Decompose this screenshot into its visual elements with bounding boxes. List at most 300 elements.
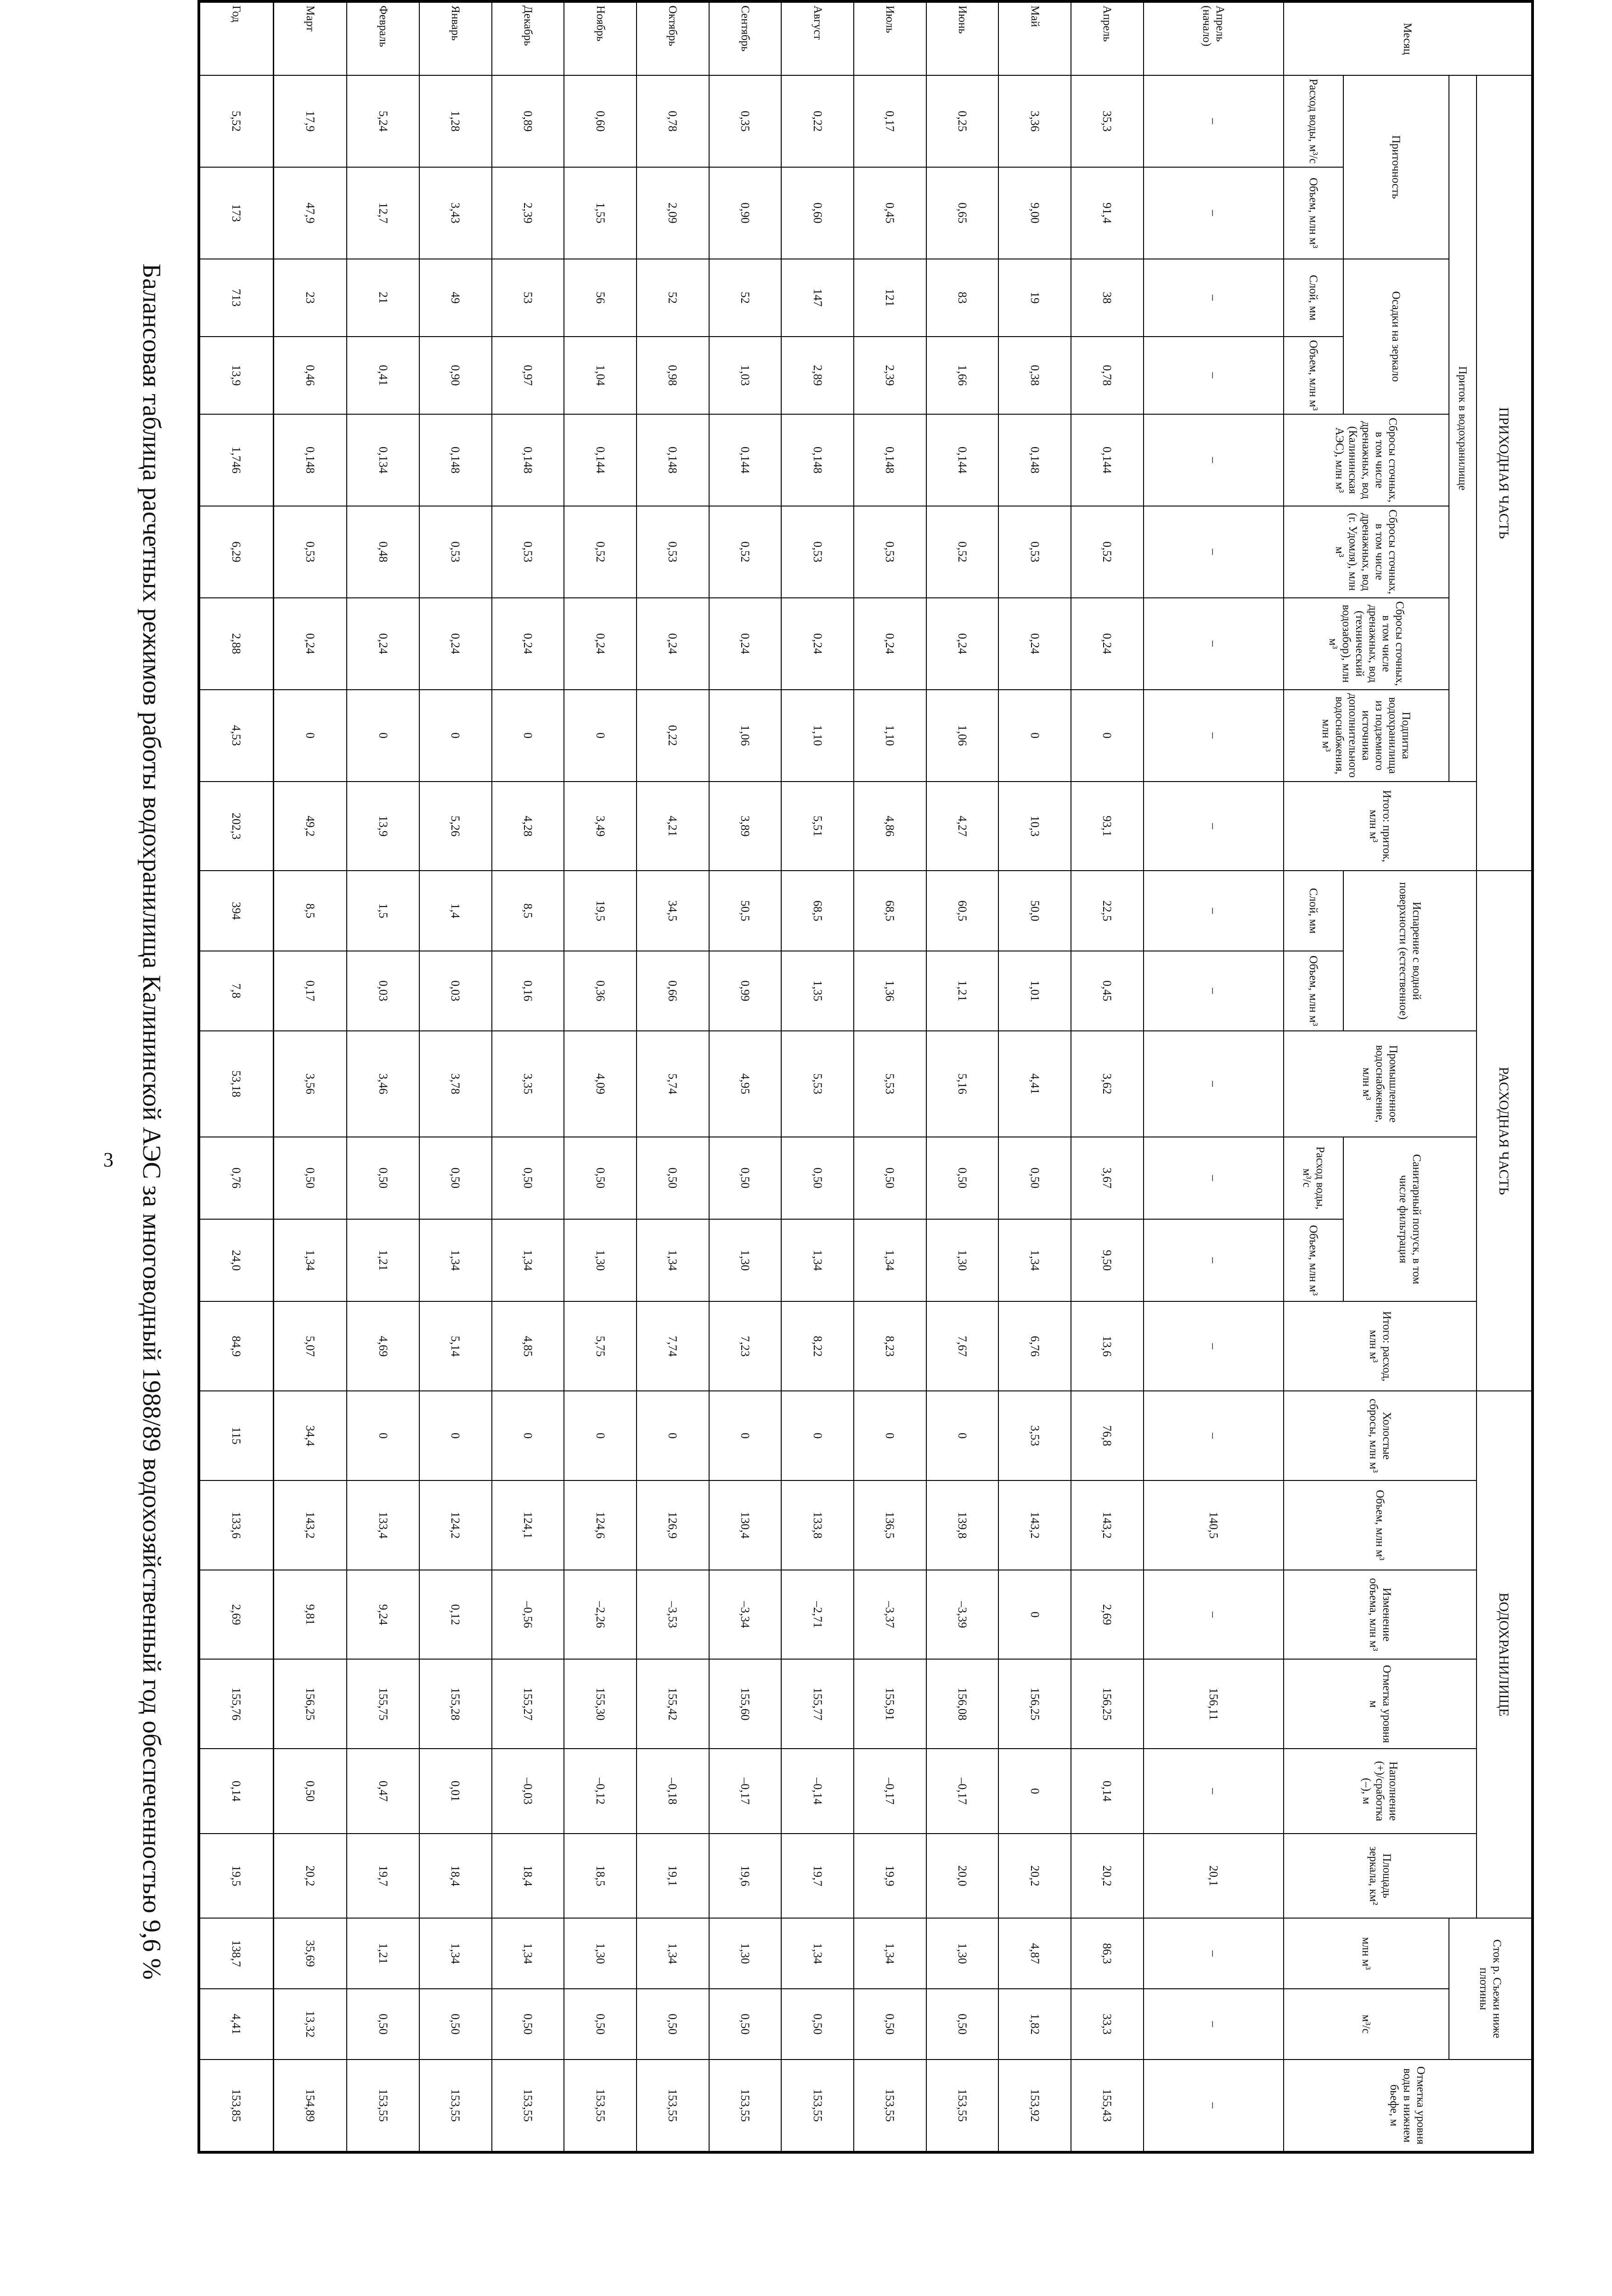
evaporation-layer-header: Слой, мм [1284,871,1343,951]
value-cell: 18,4 [419,1834,492,1919]
value-cell: –3,34 [709,1570,782,1660]
value-cell: 0,60 [781,167,854,259]
value-cell: 0,78 [637,75,709,167]
value-cell: 115 [200,1391,273,1480]
value-cell: 0,50 [347,1989,419,2060]
value-cell: –0,12 [564,1749,637,1834]
value-cell: 0,24 [492,598,564,690]
groundwater-recharge-header: Подпитка водохранилища из подземного источника дополнительного водоснабжения, млн м³ [1284,690,1449,782]
value-cell: 0,24 [347,598,419,690]
value-cell: 4,85 [492,1301,564,1391]
volume-change-header: Изменение объема, млн м³ [1284,1570,1477,1660]
value-cell: 19,5 [564,871,637,951]
idle-spill-header: Холостые сбросы, млн м³ [1284,1391,1477,1480]
value-cell: 19,5 [200,1834,273,1919]
value-cell: 155,28 [419,1659,492,1749]
value-cell: – [1144,75,1284,167]
reservoir-group-header: ВОДОХРАНИЛИЩЕ [1477,1391,1532,1918]
value-cell: 0 [347,690,419,782]
value-cell: 0,148 [854,414,926,506]
value-cell: 1,55 [564,167,637,259]
value-cell: 1,01 [998,951,1071,1031]
value-cell: 52 [637,259,709,337]
value-cell: 0,134 [347,414,419,506]
table-row [926,2,999,2151]
value-cell: 47,9 [273,167,347,259]
value-cell: 3,43 [419,167,492,259]
value-cell: 1,21 [347,1918,419,1989]
value-cell: 156,08 [926,1659,999,1749]
value-cell: 1,04 [564,337,637,414]
table-row [781,2,854,2151]
value-cell: 155,42 [637,1659,709,1749]
value-cell: 4,41 [998,1031,1071,1137]
value-cell: 0,17 [273,951,347,1031]
value-cell: 20,2 [998,1834,1071,1919]
month-cell: Февраль [347,2,419,75]
value-cell: –0,17 [926,1749,999,1834]
value-cell: 0,24 [1071,598,1144,690]
value-cell: 0,01 [419,1749,492,1834]
value-cell: 0,148 [781,414,854,506]
value-cell: 153,85 [200,2060,273,2151]
value-cell: 155,77 [781,1659,854,1749]
value-cell: 0,50 [781,1137,854,1219]
value-cell: 1,34 [854,1918,926,1989]
value-cell: 3,46 [347,1031,419,1137]
value-cell: –0,14 [781,1749,854,1834]
wastewater-npp-header: Сбросы сточных, в том числе дренажных, вод (Калининская АЭС), млн м³ [1284,414,1449,506]
value-cell: 0 [419,690,492,782]
value-cell: –2,26 [564,1570,637,1660]
value-cell: 0,50 [926,1989,999,2060]
table-body [200,2,1284,2151]
value-cell: 1,746 [200,414,273,506]
value-cell: 0,52 [926,506,999,598]
table-row [637,2,709,2151]
value-cell: –0,17 [854,1749,926,1834]
month-header: Месяц [1284,2,1532,75]
month-cell: Июль [854,2,926,75]
value-cell: 93,1 [1071,782,1144,871]
value-cell: 20,0 [926,1834,999,1919]
table-row [492,2,564,2151]
value-cell: 0,60 [564,75,637,167]
value-cell: 1,06 [926,690,999,782]
value-cell: 83 [926,259,999,337]
value-cell: 8,5 [492,871,564,951]
value-cell: 0,03 [347,951,419,1031]
value-cell: 9,50 [1071,1219,1144,1301]
value-cell: 153,55 [781,2060,854,2151]
value-cell: 50,5 [709,871,782,951]
value-cell: 5,24 [347,75,419,167]
value-cell: – [1144,1570,1284,1660]
value-cell: 0,99 [709,951,782,1031]
value-cell: 4,21 [637,782,709,871]
value-cell: 140,5 [1144,1480,1284,1570]
value-cell: 0,50 [709,1989,782,2060]
value-cell: 0,12 [419,1570,492,1660]
value-cell: 9,24 [347,1570,419,1660]
value-cell: 91,4 [1071,167,1144,259]
value-cell: 1,28 [419,75,492,167]
value-cell: 133,8 [781,1480,854,1570]
value-cell: 143,2 [1071,1480,1144,1570]
value-cell: 153,55 [564,2060,637,2151]
value-cell: – [1144,1219,1284,1301]
reservoir-volume-header: Объем, млн м³ [1284,1480,1477,1570]
value-cell: – [1144,1918,1284,1989]
value-cell: 0,45 [1071,951,1144,1031]
value-cell: 155,91 [854,1659,926,1749]
value-cell: 19,1 [637,1834,709,1919]
tributary-volume-header: Объем, млн м³ [1284,167,1343,259]
value-cell: 17,9 [273,75,347,167]
value-cell: 49 [419,259,492,337]
sanitary-release-group-header: Санитарный попуск, в том числе фильтрация [1343,1137,1477,1302]
value-cell: 0 [637,1391,709,1480]
value-cell: 86,3 [1071,1918,1144,1989]
value-cell: 139,8 [926,1480,999,1570]
value-cell: – [1144,598,1284,690]
month-cell: Апрель [1071,2,1144,75]
value-cell: 0,50 [347,1137,419,1219]
value-cell: 0,50 [926,1137,999,1219]
value-cell: 0 [347,1391,419,1480]
value-cell: 0,24 [273,598,347,690]
value-cell: 5,07 [273,1301,347,1391]
table-row [709,2,782,2151]
value-cell: 1,34 [492,1219,564,1301]
value-cell: 84,9 [200,1301,273,1391]
value-cell: 0,90 [419,337,492,414]
value-cell: 0 [998,690,1071,782]
value-cell: 18,5 [564,1834,637,1919]
value-cell: 156,25 [1071,1659,1144,1749]
value-cell: 1,34 [273,1219,347,1301]
value-cell: – [1144,690,1284,782]
balance-table [197,0,1534,2154]
value-cell: 153,55 [637,2060,709,2151]
value-cell: 5,16 [926,1031,999,1137]
value-cell: 1,21 [347,1219,419,1301]
value-cell: 3,36 [998,75,1071,167]
value-cell: 121 [854,259,926,337]
value-cell: 1,30 [709,1918,782,1989]
value-cell: 156,25 [273,1659,347,1749]
value-cell: 4,09 [564,1031,637,1137]
value-cell: 4,27 [926,782,999,871]
value-cell: – [1144,1031,1284,1137]
value-cell: 0,50 [781,1989,854,2060]
value-cell: 133,4 [347,1480,419,1570]
value-cell: 1,30 [926,1219,999,1301]
value-cell: 0 [998,1570,1071,1660]
value-cell: 124,1 [492,1480,564,1570]
value-cell: – [1144,951,1284,1031]
value-cell: 0,50 [637,1989,709,2060]
value-cell: 0,66 [637,951,709,1031]
value-cell: 0,78 [1071,337,1144,414]
value-cell: 19,7 [347,1834,419,1919]
table-header [1284,2,1532,2151]
income-group-header: ПРИХОДНАЯ ЧАСТЬ [1477,75,1532,871]
value-cell: 0 [492,1391,564,1480]
value-cell: 2,39 [492,167,564,259]
value-cell: 2,69 [200,1570,273,1660]
value-cell: –2,71 [781,1570,854,1660]
value-cell: 0,97 [492,337,564,414]
value-cell: 38 [1071,259,1144,337]
value-cell: 20,2 [1071,1834,1144,1919]
value-cell: 20,1 [1144,1834,1284,1919]
value-cell: 124,6 [564,1480,637,1570]
value-cell: –3,37 [854,1570,926,1660]
value-cell: 12,7 [347,167,419,259]
value-cell: 394 [200,871,273,951]
value-cell: 0,50 [564,1989,637,2060]
value-cell: 56 [564,259,637,337]
value-cell: 21 [347,259,419,337]
value-cell: 19,9 [854,1834,926,1919]
value-cell: 0,144 [1071,414,1144,506]
inflow-group-header: Приток в водохранилище [1449,75,1477,782]
value-cell: 19,6 [709,1834,782,1919]
value-cell: 8,23 [854,1301,926,1391]
month-cell: Август [781,2,854,75]
tailwater-level-header: Отметка уровня воды в нижнем бьефе, м [1284,2060,1532,2151]
value-cell: 76,8 [1071,1391,1144,1480]
value-cell: 0,50 [273,1137,347,1219]
value-cell: 153,55 [419,2060,492,2151]
value-cell: 0,144 [564,414,637,506]
value-cell: 0 [781,1391,854,1480]
value-cell: 4,28 [492,782,564,871]
value-cell: 153,55 [926,2060,999,2151]
surface-area-header: Площадь зеркала, км² [1284,1834,1477,1919]
value-cell: 5,26 [419,782,492,871]
value-cell: 13,9 [200,337,273,414]
value-cell: 0,50 [419,1989,492,2060]
value-cell: 1,34 [419,1219,492,1301]
table-row [854,2,926,2151]
value-cell: 33,3 [1071,1989,1144,2060]
value-cell: 153,55 [492,2060,564,2151]
value-cell: 0 [564,1391,637,1480]
table-row [998,2,1071,2151]
value-cell: 0,53 [637,506,709,598]
value-cell: 4,41 [200,1989,273,2060]
value-cell: 1,30 [709,1219,782,1301]
table-row [1071,2,1144,2151]
month-cell: Декабрь [492,2,564,75]
value-cell: 13,6 [1071,1301,1144,1391]
value-cell: 0,24 [709,598,782,690]
value-cell: 0,38 [998,337,1071,414]
value-cell: 2,09 [637,167,709,259]
value-cell: 1,06 [709,690,782,782]
value-cell: 9,00 [998,167,1071,259]
value-cell: – [1144,1391,1284,1480]
value-cell: 713 [200,259,273,337]
value-cell: 2,69 [1071,1570,1144,1660]
value-cell: 0,45 [854,167,926,259]
value-cell: 1,34 [419,1918,492,1989]
value-cell: 3,53 [998,1391,1071,1480]
value-cell: –3,53 [637,1570,709,1660]
value-cell: – [1144,782,1284,871]
value-cell: 0,17 [854,75,926,167]
value-cell: 4,69 [347,1301,419,1391]
value-cell: 0 [492,690,564,782]
value-cell: 3,89 [709,782,782,871]
value-cell: 155,27 [492,1659,564,1749]
value-cell: 4,95 [709,1031,782,1137]
table-row [347,2,419,2151]
value-cell: 126,9 [637,1480,709,1570]
table-row [1144,2,1284,2151]
value-cell: 1,34 [637,1918,709,1989]
value-cell: 0,90 [709,167,782,259]
precipitation-volume-header: Объем, млн м³ [1284,337,1343,414]
month-cell: Ноябрь [564,2,637,75]
value-cell: –0,56 [492,1570,564,1660]
page-number: 3 [103,1148,113,1171]
value-cell: 23 [273,259,347,337]
value-cell: 7,67 [926,1301,999,1391]
fill-drawdown-header: Наполнение (+)/сработка (–), м [1284,1749,1477,1834]
value-cell: – [1144,1137,1284,1219]
runoff-group-header: Сток р. Съежи ниже плотины [1449,1918,1532,2060]
value-cell: 0 [854,1391,926,1480]
value-cell: 153,55 [347,2060,419,2151]
value-cell: 0,50 [419,1137,492,1219]
value-cell: 8,5 [273,871,347,951]
value-cell: 0,50 [637,1137,709,1219]
value-cell: 0,52 [1071,506,1144,598]
value-cell: 0,148 [273,414,347,506]
value-cell: 1,34 [781,1918,854,1989]
value-cell: 0,98 [637,337,709,414]
wastewater-technical-intake-header: Сбросы сточных, в том числе дренажных, вод (технический водозабор), млн м³ [1284,598,1449,690]
value-cell: 1,10 [781,690,854,782]
value-cell: – [1144,259,1284,337]
value-cell: 0,50 [564,1137,637,1219]
value-cell: 0,24 [637,598,709,690]
precipitation-layer-header: Слой, мм [1284,259,1343,337]
value-cell: 18,4 [492,1834,564,1919]
value-cell: 153,92 [998,2060,1071,2151]
value-cell: 136,5 [854,1480,926,1570]
value-cell: – [1144,414,1284,506]
value-cell: 1,03 [709,337,782,414]
value-cell: 0,50 [492,1137,564,1219]
value-cell: – [1144,1989,1284,2060]
value-cell: –3,39 [926,1570,999,1660]
value-cell: 155,75 [347,1659,419,1749]
value-cell: 0,50 [709,1137,782,1219]
value-cell: 68,5 [854,871,926,951]
value-cell: 133,6 [200,1480,273,1570]
expense-total-header: Итого: расход, млн м³ [1284,1301,1477,1391]
expense-group-header: РАСХОДНАЯ ЧАСТЬ [1477,871,1532,1391]
value-cell: 0,24 [998,598,1071,690]
value-cell: 0,144 [709,414,782,506]
value-cell: 19,7 [781,1834,854,1919]
industrial-supply-header: Промышленное водоснабжение, млн м³ [1284,1031,1477,1137]
value-cell: 0,148 [419,414,492,506]
value-cell: 5,75 [564,1301,637,1391]
value-cell: 1,36 [854,951,926,1031]
value-cell: 0,50 [273,1749,347,1834]
value-cell: –0,18 [637,1749,709,1834]
water-level-header: Отметка уровня м [1284,1659,1477,1749]
value-cell: 2,88 [200,598,273,690]
value-cell: 1,4 [419,871,492,951]
value-cell: 0,24 [854,598,926,690]
value-cell: 0,144 [926,414,999,506]
table-row [273,2,347,2151]
value-cell: 2,39 [854,337,926,414]
value-cell: 143,2 [273,1480,347,1570]
value-cell: 1,34 [781,1219,854,1301]
value-cell: – [1144,506,1284,598]
value-cell: 155,76 [200,1659,273,1749]
value-cell: 0,50 [492,1989,564,2060]
value-cell: 0,53 [998,506,1071,598]
value-cell: 0,22 [637,690,709,782]
sanitary-volume-header: Объем, млн м³ [1284,1219,1343,1301]
value-cell: 0,53 [492,506,564,598]
value-cell: 19 [998,259,1071,337]
value-cell: 4,87 [998,1918,1071,1989]
value-cell: 4,86 [854,782,926,871]
value-cell: 0 [998,1749,1071,1834]
value-cell: – [1144,871,1284,951]
value-cell: 0,14 [1071,1749,1144,1834]
value-cell: 0,24 [926,598,999,690]
value-cell: 156,11 [1144,1659,1284,1749]
value-cell: 0 [564,690,637,782]
value-cell: 13,32 [273,1989,347,2060]
value-cell: – [1144,337,1284,414]
value-cell: 3,62 [1071,1031,1144,1137]
value-cell: 5,52 [200,75,273,167]
wastewater-udomlya-header: Сбросы сточных, в том числе дренажных, вод (г. Удомля), млн м³ [1284,506,1449,598]
value-cell: 35,3 [1071,75,1144,167]
value-cell: 0 [419,1391,492,1480]
value-cell: 0,50 [854,1989,926,2060]
value-cell: 1,21 [926,951,999,1031]
value-cell: 5,74 [637,1031,709,1137]
value-cell: 0,35 [709,75,782,167]
month-cell: Год [200,2,273,75]
value-cell: 138,7 [200,1918,273,1989]
value-cell: 0,89 [492,75,564,167]
value-cell: 0,14 [200,1749,273,1834]
value-cell: – [1144,167,1284,259]
evaporation-volume-header: Объем, млн м³ [1284,951,1343,1031]
value-cell: 1,5 [347,871,419,951]
value-cell: 1,34 [998,1219,1071,1301]
value-cell: – [1144,1749,1284,1834]
value-cell: 154,89 [273,2060,347,2151]
value-cell: 3,56 [273,1031,347,1137]
tributary-group-header: Приточность [1343,75,1449,259]
value-cell: 155,43 [1071,2060,1144,2151]
value-cell: 155,30 [564,1659,637,1749]
